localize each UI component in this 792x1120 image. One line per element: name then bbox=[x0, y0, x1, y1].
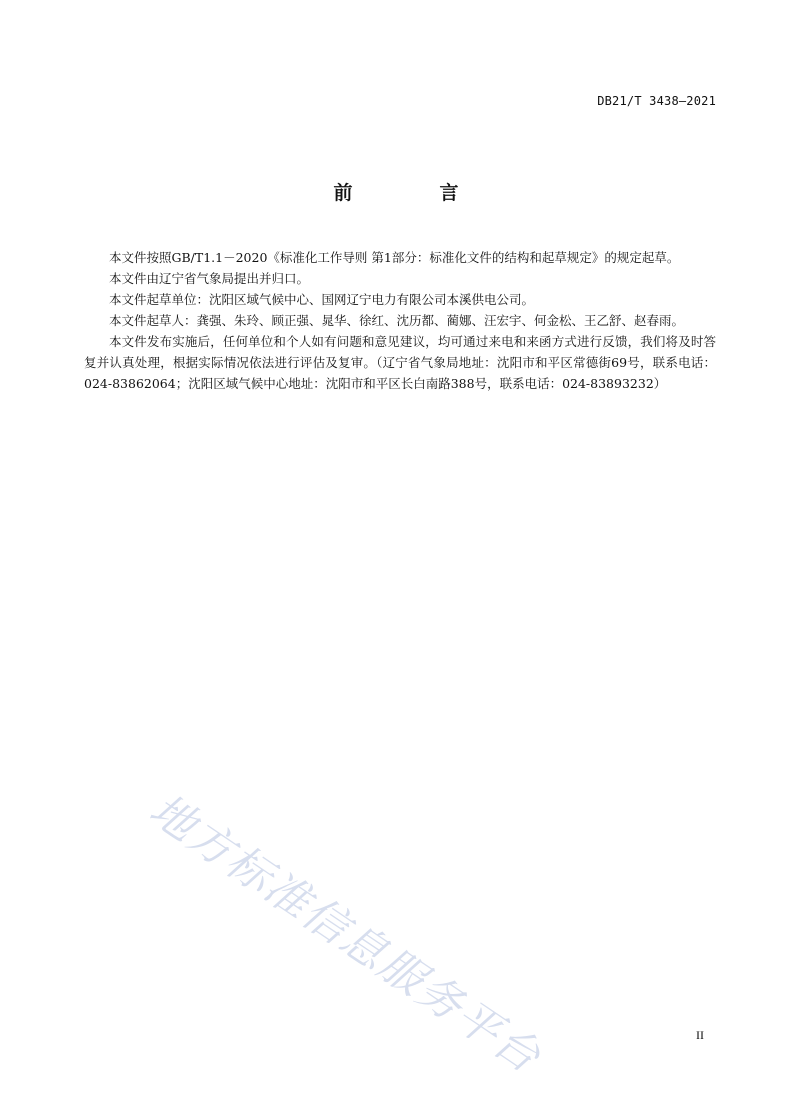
page-number: II bbox=[696, 1028, 704, 1042]
paragraph-proposer: 本文件由辽宁省气象局提出并归口。 bbox=[109, 271, 310, 286]
paragraph-drafters: 本文件起草人：龚强、朱玲、顾正强、晁华、徐红、沈历都、蔺娜、汪宏宇、何金松、王乙舒、赵春雨。 bbox=[109, 313, 685, 328]
paragraph-drafting-rules: 本文件按照GB/T1.1－2020《标准化工作导则 第1部分：标准化文件的结构和起草规定》的规定起草。 bbox=[109, 250, 680, 265]
foreword-body bbox=[84, 247, 716, 394]
page-title: 前 言 bbox=[333, 182, 493, 204]
standard-code: DB21/T 3438—2021 bbox=[597, 94, 716, 108]
paragraph-drafting-units: 本文件起草单位：沈阳区域气候中心、国网辽宁电力有限公司本溪供电公司。 bbox=[109, 292, 535, 307]
paragraph-feedback: 本文件发布实施后，任何单位和个人如有问题和意见建议，均可通过来电和来函方式进行反馈，我们将及时答复并认真处理，根据实际情况依法进行评估及复审。（辽宁省气象局地址：沈阳市和平区常德街69号，联系电话：024-83862064；沈阳区域气候中心地址：沈阳市和平区长白南路388号，联系电话：024-83893232） bbox=[84, 334, 716, 391]
watermark: 地方标准信息服务平台 bbox=[140, 784, 551, 1084]
